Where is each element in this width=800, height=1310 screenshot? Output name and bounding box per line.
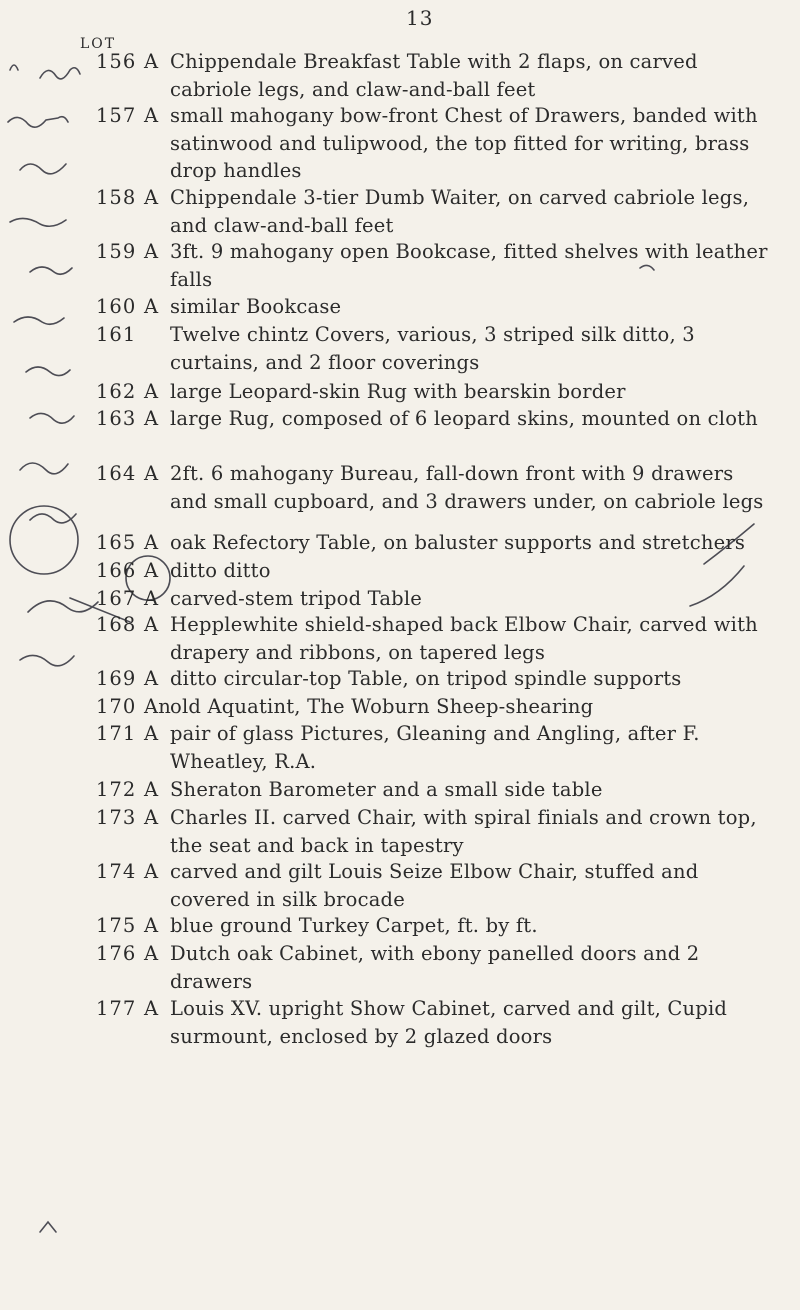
lot-number: 177 xyxy=(96,997,137,1020)
lot-number: 164 xyxy=(96,462,137,485)
lot-entry xyxy=(0,529,800,557)
lot-number: 170 xyxy=(96,695,137,718)
lot-article: A xyxy=(144,462,159,485)
lot-entry xyxy=(0,557,800,585)
lot-entry xyxy=(0,776,800,804)
lot-column-header: LOT xyxy=(80,36,117,52)
lot-entry xyxy=(0,995,800,1050)
lot-entry xyxy=(0,102,800,185)
lot-article: A xyxy=(144,587,159,610)
lot-article: A xyxy=(144,942,159,965)
lot-entry xyxy=(0,378,800,406)
lot-article: A xyxy=(144,559,159,582)
lot-number: 165 xyxy=(96,531,137,554)
lot-number: 156 xyxy=(96,50,137,73)
lot-number: 172 xyxy=(96,778,137,801)
lot-description: carved and gilt Louis Seize Elbow Chair, stuffed and covered in silk brocade xyxy=(170,860,699,911)
lot-entry xyxy=(0,405,800,433)
lot-article: A xyxy=(144,778,159,801)
lot-entry xyxy=(0,184,800,239)
lot-entry xyxy=(0,321,800,376)
lot-description: 3ft. 9 mahogany open Bookcase, fitted shelves with leather falls xyxy=(170,240,768,291)
lot-entry xyxy=(0,720,800,775)
lot-entry xyxy=(0,912,800,940)
lot-description: pair of glass Pictures, Gleaning and Angling, after F. Wheatley, R.A. xyxy=(170,722,700,773)
lot-number: 167 xyxy=(96,587,137,610)
lot-description: similar Bookcase xyxy=(170,295,342,318)
lot-number: 173 xyxy=(96,806,137,829)
lot-description: old Aquatint, The Woburn Sheep-shearing xyxy=(170,695,594,718)
lot-article: A xyxy=(144,104,159,127)
lot-description: large Leopard-skin Rug with bearskin border xyxy=(170,380,626,403)
lot-description: Chippendale 3-tier Dumb Waiter, on carved cabriole legs, and claw-and-ball feet xyxy=(170,186,750,237)
lot-description: Twelve chintz Covers, various, 3 striped silk ditto, 3 curtains, and 2 floor coverings xyxy=(170,323,695,374)
lot-article: A xyxy=(144,50,159,73)
lot-description: Chippendale Breakfast Table with 2 flaps, on carved cabriole legs, and claw-and-ball feet xyxy=(170,50,698,101)
lot-entry xyxy=(0,858,800,913)
lot-entry xyxy=(0,665,800,693)
lot-description: large Rug, composed of 6 leopard skins, mounted on cloth xyxy=(170,407,758,430)
lot-entry xyxy=(0,940,800,995)
lot-article: A xyxy=(144,380,159,403)
lot-number: 169 xyxy=(96,667,137,690)
lot-number: 174 xyxy=(96,860,137,883)
lot-number: 162 xyxy=(96,380,137,403)
lot-description: blue ground Turkey Carpet, ft. by ft. xyxy=(170,914,538,937)
lot-description: 2ft. 6 mahogany Bureau, fall-down front with 9 drawers and small cupboard, and 3 drawers under, on cabriole legs xyxy=(170,462,764,513)
lot-article: A xyxy=(144,295,159,318)
lot-description: Sheraton Barometer and a small side table xyxy=(170,778,603,801)
lot-entry xyxy=(0,804,800,859)
lot-entry xyxy=(0,460,800,515)
lot-description: small mahogany bow-front Chest of Drawers, banded with satinwood and tulipwood, the top fitted for writing, brass drop handles xyxy=(170,104,758,182)
lot-article: A xyxy=(144,531,159,554)
lot-number: 176 xyxy=(96,942,137,965)
lot-article: A xyxy=(144,722,159,745)
lot-article: A xyxy=(144,667,159,690)
lot-article: A xyxy=(144,613,159,636)
lot-number: 168 xyxy=(96,613,137,636)
lot-number: 171 xyxy=(96,722,137,745)
lot-description: Hepplewhite shield-shaped back Elbow Chair, carved with drapery and ribbons, on tapered legs xyxy=(170,613,758,664)
lot-description: ditto circular-top Table, on tripod spindle supports xyxy=(170,667,682,690)
lot-article: A xyxy=(144,914,159,937)
lot-number: 175 xyxy=(96,914,137,937)
lot-entry xyxy=(0,238,800,293)
lot-number: 161 xyxy=(96,323,137,346)
lot-article: A xyxy=(144,186,159,209)
lot-article: A xyxy=(144,860,159,883)
lot-description: Louis XV. upright Show Cabinet, carved and gilt, Cupid surmount, enclosed by 2 glazed doors xyxy=(170,997,728,1048)
lot-entry xyxy=(0,293,800,321)
lot-number: 158 xyxy=(96,186,137,209)
lot-entry xyxy=(0,693,800,721)
lot-number: 166 xyxy=(96,559,137,582)
lot-entry xyxy=(0,585,800,613)
lot-number: 159 xyxy=(96,240,137,263)
lot-description: Dutch oak Cabinet, with ebony panelled doors and 2 drawers xyxy=(170,942,700,993)
lot-article: A xyxy=(144,407,159,430)
lot-number: 160 xyxy=(96,295,137,318)
lot-entry xyxy=(0,611,800,666)
lot-article: A xyxy=(144,806,159,829)
lot-entry xyxy=(0,48,800,103)
lot-number: 157 xyxy=(96,104,137,127)
lot-description: carved-stem tripod Table xyxy=(170,587,423,610)
page-number: 13 xyxy=(406,6,434,30)
lot-number: 163 xyxy=(96,407,137,430)
lot-description: ditto ditto xyxy=(170,559,271,582)
lot-description: oak Refectory Table, on baluster supports and stretchers xyxy=(170,531,746,554)
lot-article: A xyxy=(144,997,159,1020)
lot-article: An xyxy=(144,695,172,718)
lot-description: Charles II. carved Chair, with spiral finials and crown top, the seat and back in tapestry xyxy=(170,806,757,857)
lot-article: A xyxy=(144,240,159,263)
